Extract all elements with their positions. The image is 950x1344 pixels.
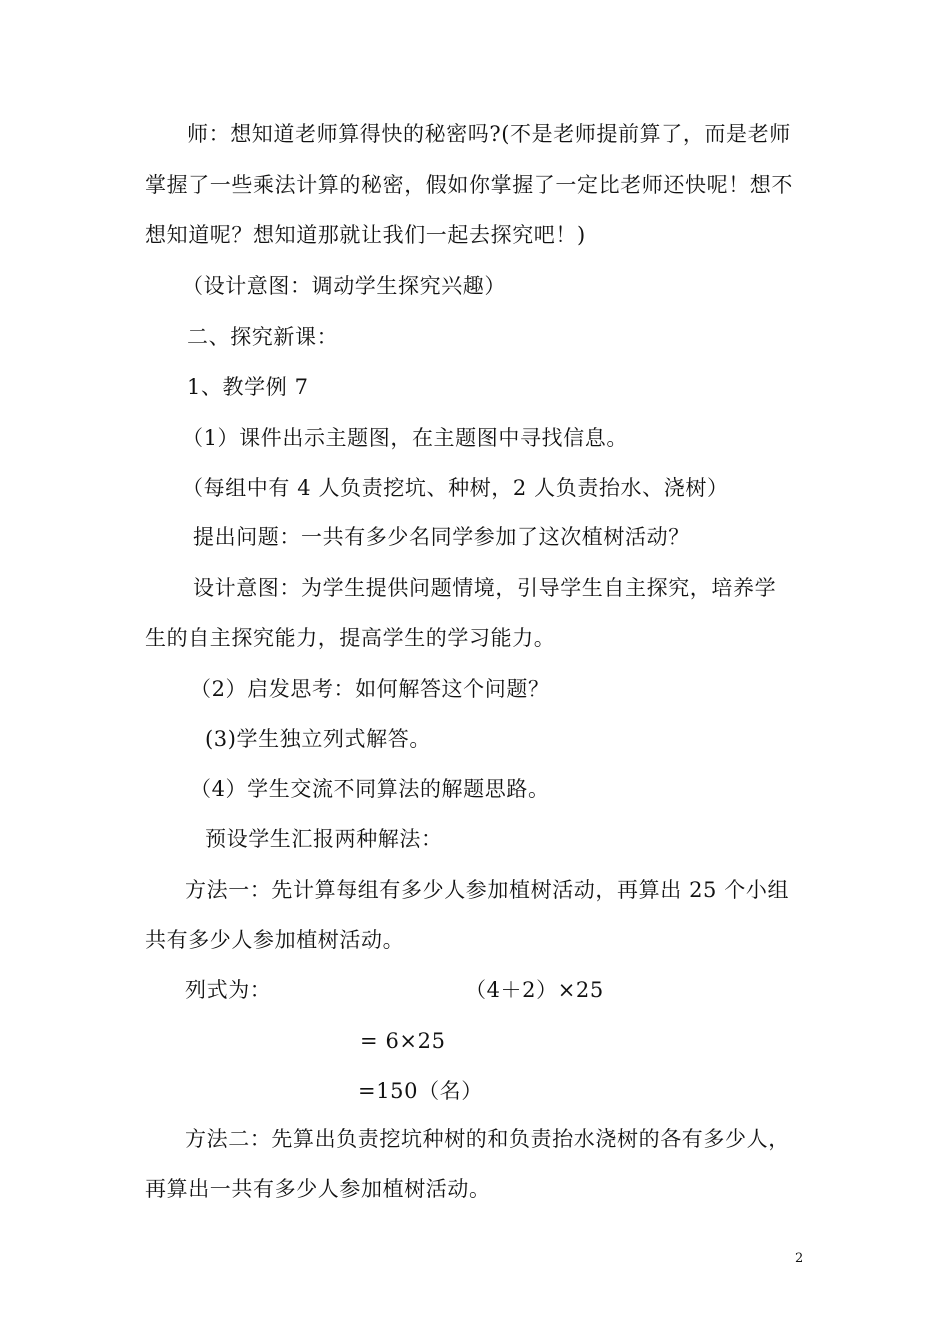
- method-line: 再算出一共有多少人参加植树活动。: [145, 1177, 491, 1201]
- page-number: 2: [795, 1251, 804, 1266]
- paragraph-line: 想知道呢？想知道那就让我们一起去探究吧！): [145, 223, 586, 247]
- step-item: （2）启发思考：如何解答这个问题？: [190, 677, 550, 701]
- design-intent-line: 设计意图：为学生提供问题情境，引导学生自主探究，培养学: [193, 576, 777, 600]
- design-intent-note: （设计意图：调动学生探究兴趣）: [182, 274, 506, 298]
- method-line: 方法一：先计算每组有多少人参加植树活动，再算出 25 个小组: [185, 878, 790, 902]
- subsection-heading: 1、教学例 7: [187, 375, 309, 399]
- info-note: （每组中有 4 人负责挖坑、种树，2 人负责抬水、浇树）: [182, 476, 729, 500]
- step-item: （1）课件出示主题图，在主题图中寻找信息。: [182, 426, 628, 450]
- method-line: 方法二：先算出负责挖坑种树的和负责抬水浇树的各有多少人，: [185, 1127, 790, 1151]
- formula-label: 列式为：: [185, 978, 272, 1002]
- paragraph-line: 师：想知道老师算得快的秘密吗?(不是老师提前算了，而是老师: [187, 122, 791, 146]
- design-intent-line: 生的自主探究能力，提高学生的学习能力。: [145, 626, 556, 650]
- section-heading: 二、探究新课：: [187, 325, 339, 349]
- formula-result: =150（名）: [358, 1079, 483, 1103]
- formula-expression: （4＋2）×25: [465, 978, 604, 1002]
- formula-step: = 6×25: [360, 1029, 446, 1053]
- method-line: 共有多少人参加植树活动。: [145, 928, 405, 952]
- step-item: （4）学生交流不同算法的解题思路。: [190, 777, 550, 801]
- question-line: 提出问题：一共有多少名同学参加了这次植树活动？: [193, 525, 690, 549]
- paragraph-line: 预设学生汇报两种解法：: [205, 827, 443, 851]
- paragraph-line: 掌握了一些乘法计算的秘密，假如你掌握了一定比老师还快呢！想不: [145, 173, 793, 197]
- step-item: (3)学生独立列式解答。: [205, 727, 431, 751]
